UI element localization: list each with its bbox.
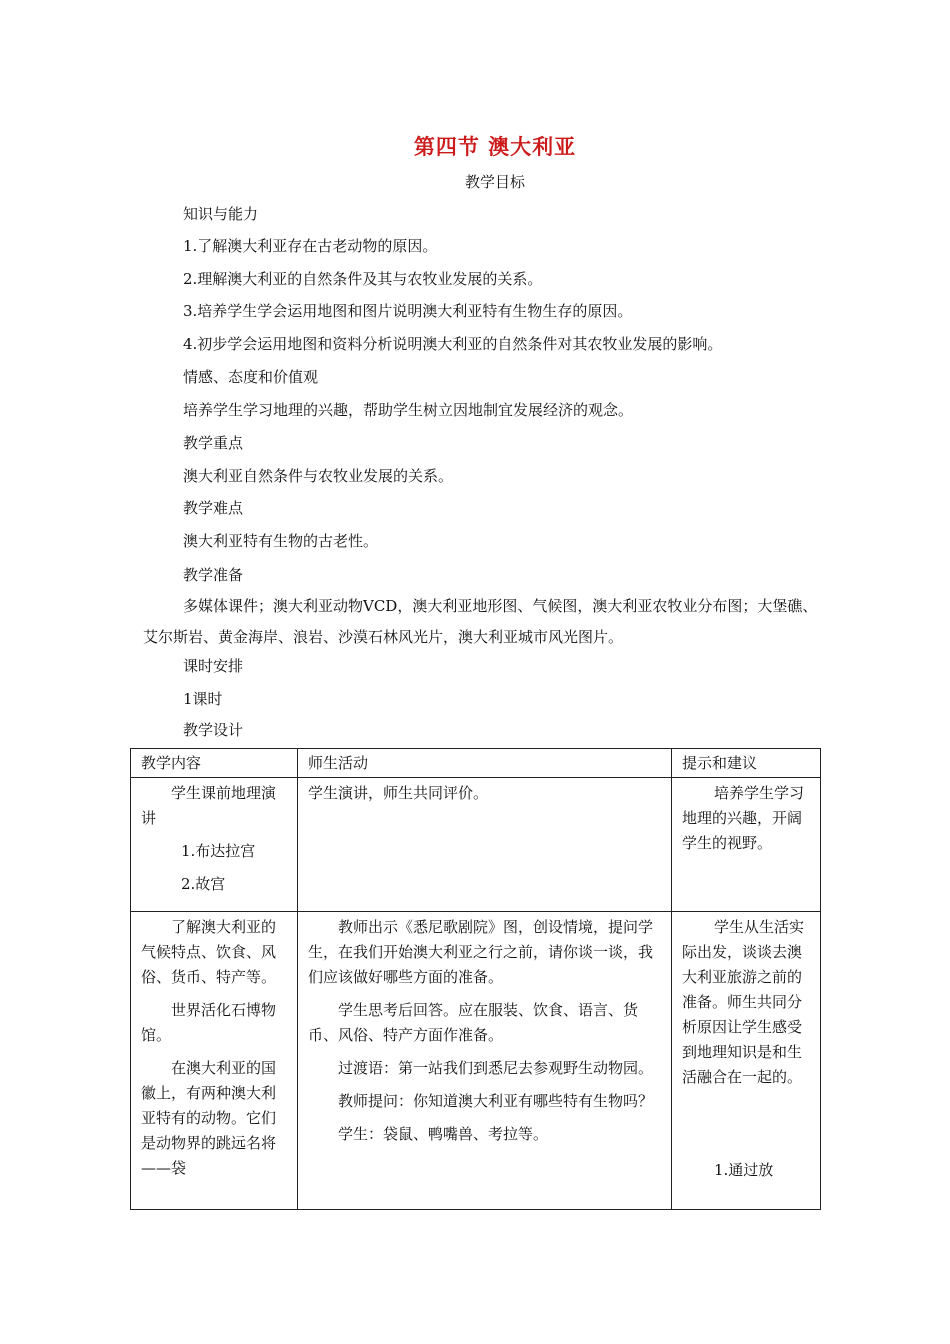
table-cell-content: [131, 778, 298, 912]
table-header-row: [131, 749, 821, 778]
table-cell-activity: [298, 912, 672, 1210]
content-text: 了解澳大利亚的气候特点、饮食、风俗、货币、特产等。: [141, 918, 277, 986]
table-header-cell: 师生活动: [298, 749, 672, 778]
hint-text: 培养学生学习地理的兴趣，开阔学生的视野。: [682, 784, 805, 852]
key-heading: 教学重点: [183, 434, 244, 452]
table-row: [131, 778, 821, 912]
table-row: [131, 912, 821, 1210]
activity-text: 过渡语：第一站我们到悉尼去参观野生动物园。: [338, 1059, 654, 1077]
content-text: 世界活化石博物馆。: [141, 1001, 277, 1044]
content-text: 1.布达拉宫: [181, 842, 256, 860]
content-text: 学生课前地理演讲: [141, 784, 277, 827]
difficulty-text: 澳大利亚特有生物的古老性。: [183, 532, 379, 550]
activity-text: 学生演讲，师生共同评价。: [308, 784, 489, 802]
knowledge-item: 3.培养学生学会运用地图和图片说明澳大利亚特有生物生存的原因。: [183, 302, 633, 320]
schedule-text: 1课时: [183, 690, 223, 708]
knowledge-heading: 知识与能力: [183, 205, 259, 223]
hint-text: 1.通过放: [714, 1161, 774, 1179]
table-header-cell: 教学内容: [131, 749, 298, 778]
table-cell-content: [131, 912, 298, 1210]
content-text: 2.故宫: [181, 875, 226, 893]
table-header-cell: 提示和建议: [672, 749, 821, 778]
content-text: 在澳大利亚的国徽上，有两种澳大利亚特有的动物。它们是动物界的跳远名将——袋: [141, 1059, 277, 1177]
design-heading: 教学设计: [183, 721, 244, 739]
activity-text: 教师提问：你知道澳大利亚有哪些特有生物吗？: [338, 1092, 654, 1110]
table-cell-hint: [672, 778, 821, 912]
schedule-heading: 课时安排: [183, 657, 244, 675]
knowledge-item: 1.了解澳大利亚存在古老动物的原因。: [183, 237, 438, 255]
knowledge-item: 2.理解澳大利亚的自然条件及其与农牧业发展的关系。: [183, 270, 543, 288]
section-subtitle: 教学目标: [464, 173, 525, 191]
prep-text: 多媒体课件；澳大利亚动物VCD，澳大利亚地形图、气候图，澳大利亚农牧业分布图；大堡礁、艾尔斯岩、黄金海岸、浪岩、沙漠石林风光片，澳大利亚城市风光图片。: [143, 597, 818, 646]
table-cell-activity: [298, 778, 672, 912]
hint-text: 学生从生活实际出发，谈谈去澳大利亚旅游之前的准备。师生共同分析原因让学生感受到地理知识是和生活融合在一起的。: [682, 918, 805, 1086]
emotion-heading: 情感、态度和价值观: [183, 368, 319, 386]
prep-heading: 教学准备: [183, 566, 244, 584]
teaching-design-table: [130, 748, 821, 1210]
difficulty-heading: 教学难点: [183, 499, 244, 517]
activity-text: 学生思考后回答。应在服装、饮食、语言、货币、风俗、特产方面作准备。: [308, 1001, 639, 1044]
key-text: 澳大利亚自然条件与农牧业发展的关系。: [183, 467, 454, 485]
emotion-text: 培养学生学习地理的兴趣，帮助学生树立因地制宜发展经济的观念。: [183, 401, 634, 419]
page-title: 第四节 澳大利亚: [413, 135, 577, 159]
knowledge-item: 4.初步学会运用地图和资料分析说明澳大利亚的自然条件对其农牧业发展的影响。: [183, 335, 723, 353]
activity-text: 教师出示《悉尼歌剧院》图，创设情境，提问学生，在我们开始澳大利亚之行之前，请你谈一谈，我们应该做好哪些方面的准备。: [308, 918, 654, 986]
table-cell-hint: [672, 912, 821, 1210]
activity-text: 学生：袋鼠、鸭嘴兽、考拉等。: [338, 1125, 549, 1143]
